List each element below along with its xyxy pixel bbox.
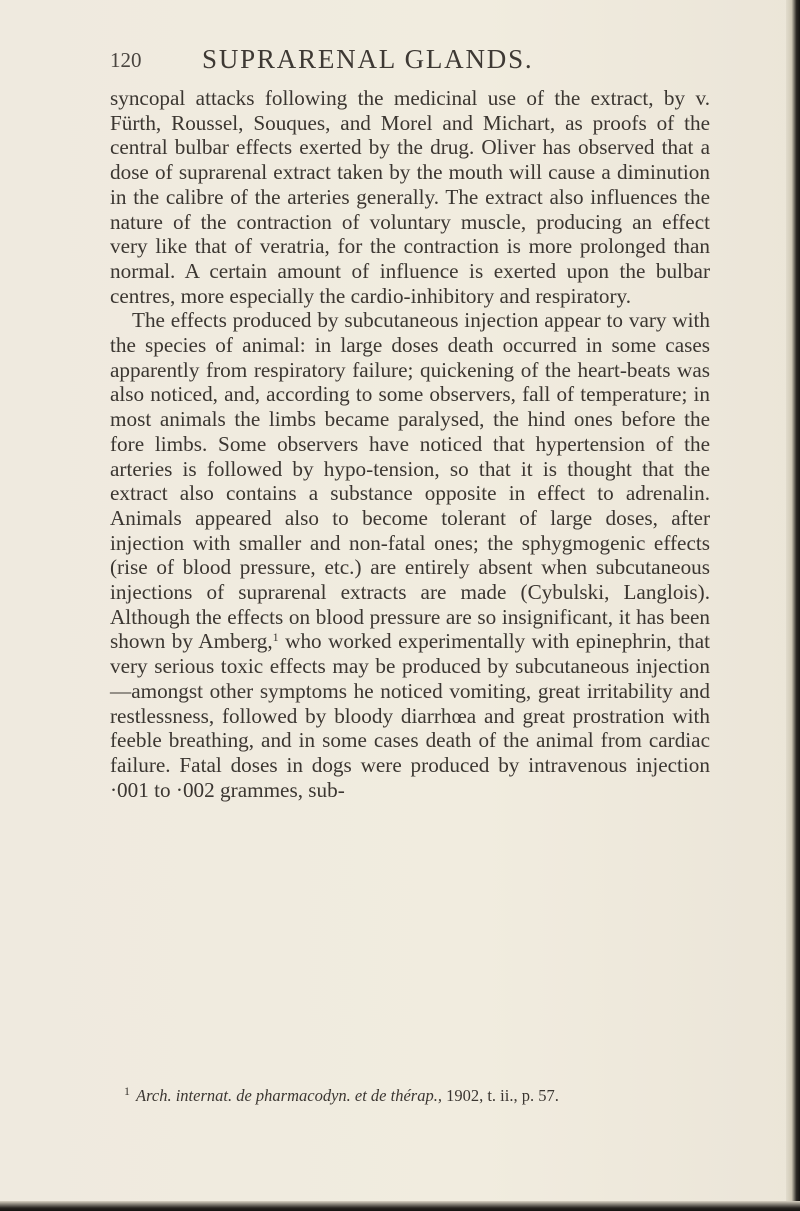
footnote	[124, 1084, 724, 1106]
footnote-citation-title: Arch. internat. de pharmacodyn. et de thérap.,	[136, 1086, 442, 1105]
paragraph-1: syncopal attacks following the medicinal use of the extract, by v. Fürth, Roussel, Souques, and Morel and Michart, as proofs of the central bulbar effects exerted by the drug. Oliver has observed that a dose of suprarenal extract taken by the mouth will cause a diminution in the calibre of the arteries generally. The extract also influences the nature of the contraction of voluntary muscle, producing an effect very like that of veratria, for the contraction is more prolonged than normal. A certain amount of influence is exerted upon the bulbar centres, more especially the cardio-inhibitory and respiratory.	[110, 86, 710, 308]
paragraph-2-text-a: The effects produced by subcutaneous injection appear to vary with the species of animal: in large doses death occurred in some cases apparently from respiratory failure; quickening of the heart-beats was also noticed, and, according to some observers, fall of temperature; in most animals the limbs became paralysed, the hind ones before the fore limbs. Some observers have noticed that hypertension of the arteries is followed by hypo-tension, so that it is thought that the extract also contains a substance opposite in effect to adrenalin. Animals appeared also to become tolerant of large doses, after injection with smaller and non-fatal ones; the sphygmogenic effects (rise of blood pressure, etc.) are entirely absent when subcutaneous injections of suprarenal extracts are made (Cybulski, Langlois). Although the effects on blood pressure are so insignificant, it has been shown by Amberg,	[110, 308, 710, 654]
footnote-reference: 1	[272, 630, 279, 645]
body-text	[110, 86, 710, 802]
paragraph-2	[110, 308, 710, 802]
running-head-title: SUPRARENAL GLANDS.	[202, 44, 534, 74]
footnote-marker: 1	[124, 1084, 130, 1098]
page-number: 120	[110, 48, 142, 72]
page-edge-right	[786, 0, 800, 1211]
footnote-citation-details: 1902, t. ii., p. 57.	[441, 1086, 559, 1105]
page-edge-bottom	[0, 1201, 800, 1211]
paragraph-2-text-b: who worked experimentally with epinephrin, that very serious toxic effects may be produced by subcutaneous injection—amongst other symptoms he noticed vomiting, great irritability and restlessness, followed by bloody diarrhœa and great prostration with feeble breathing, and in some cases death of the animal from cardiac failure. Fatal doses in dogs were produced by intravenous injection ·001 to ·002 grammes, sub-	[110, 629, 710, 802]
